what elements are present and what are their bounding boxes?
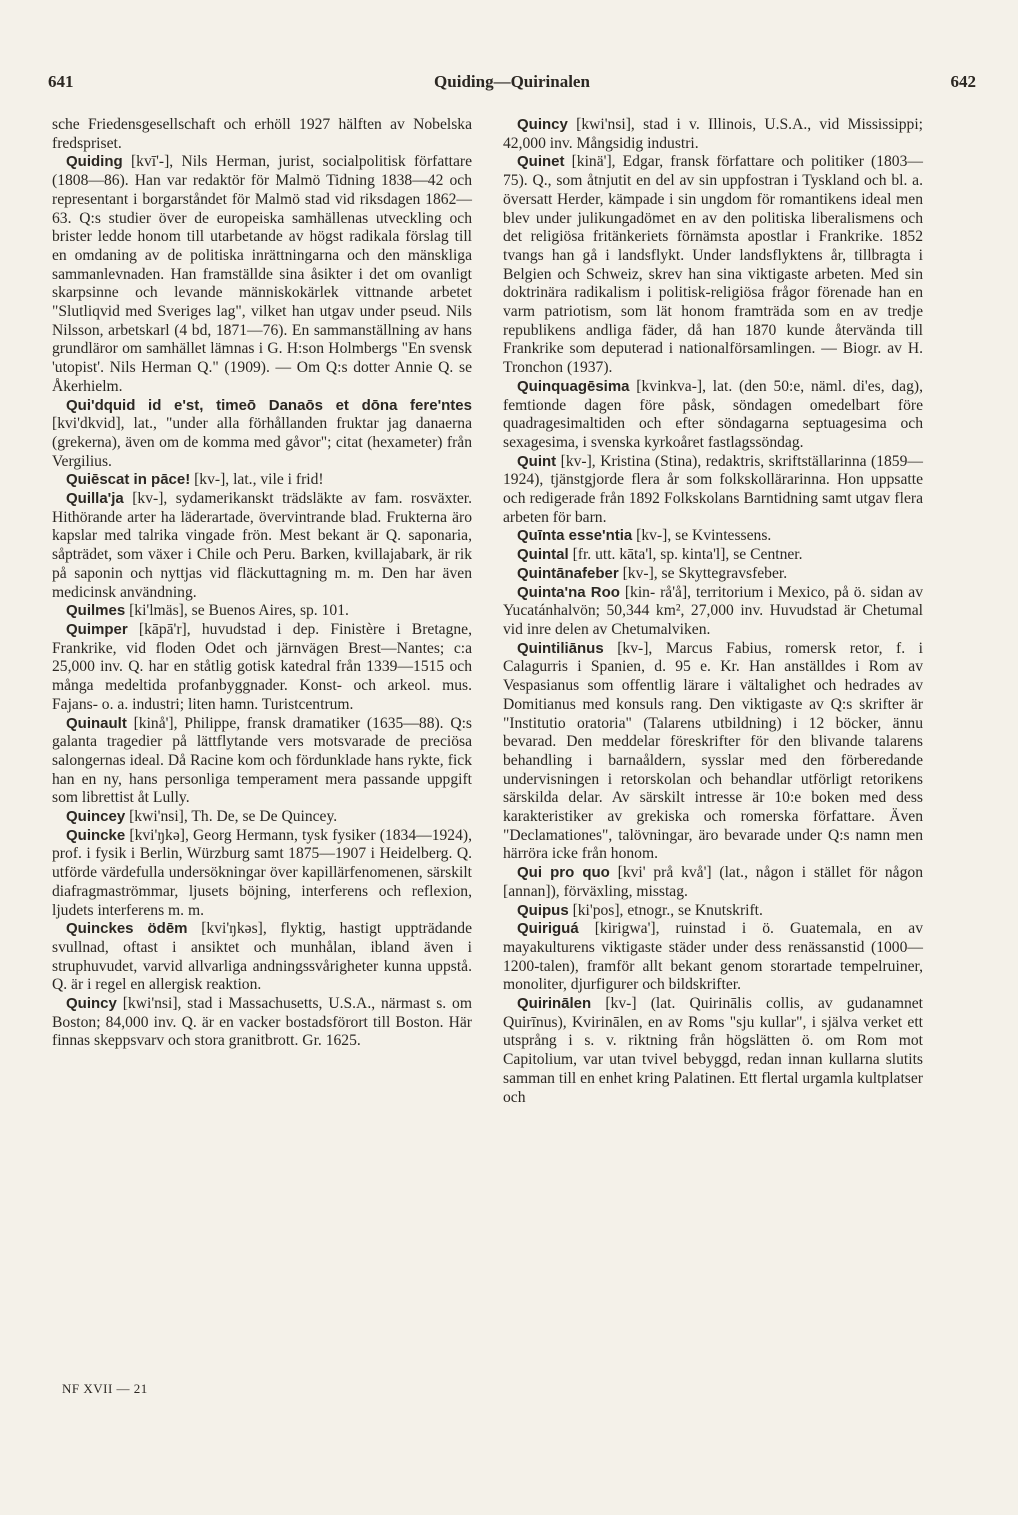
entry-quincy-illinois <box>503 116 923 153</box>
headword: Quirinālen <box>517 995 592 1013</box>
entry-quintanafeber <box>503 565 923 584</box>
entry-quirigua <box>503 920 923 995</box>
entry-quintal <box>503 546 923 565</box>
headword: Quincy <box>66 995 117 1013</box>
left-column <box>52 116 472 1051</box>
entry-quirinalen <box>503 995 923 1107</box>
entry-text: [kvi' prå kvå'] (lat., någon i stället för någon [annan]), förväxling, misstag. <box>503 864 923 900</box>
entry-quinquagesima <box>503 378 923 453</box>
entry-quiescat <box>52 471 472 490</box>
entry-text: [kwi'nsi], Th. De, se De Quincey. <box>125 808 338 826</box>
entry-text: [kv-], lat., vile i frid! <box>190 471 324 489</box>
entry-quipus <box>503 902 923 921</box>
page-header <box>48 72 976 98</box>
entry-text: [kv-], sydamerikanskt trädsläkte av fam. rosväxter. Hithörande arter ha läderartade, övervintrande blad. Frukterna äro kapslar med talrika vingade frön. Mest bekant är Q. saponaria, såpträdet, som växer i Chile och Peru. Barken, kvillajabark, är rik på saponin och nyttjas vid fläckuttagning m. m. Den har även medicinsk användning. <box>52 490 472 601</box>
entry-text: [kv-], se Kvintessens. <box>632 527 772 545</box>
headword: Quinquagēsima <box>517 377 630 395</box>
entry-text: [kirigwa'], ruinstad i ö. Guatemala, en av mayakulturens viktigaste städer under dess renässanstid (1000—1200-talen), framför allt bekant genom storartade tempelruiner, monoliter, djurfigurer och bildskrifter. <box>503 920 923 994</box>
headword: Quiēscat in pāce! <box>66 471 191 489</box>
entry-quincy-massachusetts <box>52 995 472 1051</box>
entry-quinta-essentia <box>503 527 923 546</box>
headword: Quilla'ja <box>66 490 124 508</box>
entry-quidquid <box>52 397 472 472</box>
headword: Quiriguá <box>517 920 579 938</box>
entry-quiding <box>52 153 472 396</box>
entry-text: [kinå'], Philippe, fransk dramatiker (1635—88). Q:s galanta tragedier på lättflytande vers motsvarade de preciösa salongernas ideal. Då Racine kom och fördunklade hans rykte, fick han en ny, hans personliga temperament mera passande uppgift som librettist åt Lully. <box>52 714 472 807</box>
headword: Quinet <box>517 153 565 171</box>
headword: Quint <box>517 452 557 470</box>
entry-quinckes-odem <box>52 920 472 995</box>
entry-text: [fr. utt. kāta'l, sp. kinta'l], se Centner. <box>568 546 803 564</box>
entry-quilmes <box>52 602 472 621</box>
entry-text: [kvi'dkvid], lat., "under alla förhållanden fruktar jag danaerna (grekerna), även om de komma med gåvor"; citat (hexameter) från Vergilius. <box>52 415 472 470</box>
right-column <box>503 116 923 1107</box>
entry-quimper <box>52 621 472 715</box>
page-number-left: 641 <box>48 72 74 91</box>
headword: Qui pro quo <box>517 864 610 882</box>
headword: Quilmes <box>66 602 126 620</box>
entry-quincke <box>52 827 472 921</box>
entry-quinault <box>52 715 472 809</box>
headword: Quintal <box>517 546 569 564</box>
entry-quinet <box>503 153 923 377</box>
entry-text: [kv-], Marcus Fabius, romersk retor, f. i Calagurris i Spanien, d. 95 e. Kr. Han anställdes i Rom av Vespasianus som offentlig lärare i vältalighet och hedrades av Domitianus med konsuls rang. Den viktigaste av Q:s skrifter är "Institutio oratoria" (Talarens utbildning) i 12 böcker, ännu bevarad. Den meddelar föreskrifter för den blivande talarens behandling i barnaåldern, sysslar med den förberedande undervisningen i retorskolan och behandlar utförligt retorikens särskilda delar. Av särskilt intresse är 10:e boken med dess karakteristiker av grekiska och romerska författare. Även "Declamationes", talövningar, äro bevarade under Q:s namn men härröra icke från honom. <box>503 639 923 863</box>
entry-text: [kvinkva-], lat. (den 50:e, näml. di'es, dag), femtionde dagen före påsk, söndagen omedelbart före quadragesimaltiden och efter söndagarna septuagesima och sexagesima, i svenska kyrkoåret fastlagssöndag. <box>503 377 923 451</box>
headword: Quintānafeber <box>517 564 619 582</box>
headword: Quincy <box>517 116 568 133</box>
entry-text: [kinä'], Edgar, fransk författare och politiker (1803—75). Q., som åtnjutit en del av sin uppfostran i Tyskland och bl. a. översatt Herder, kämpade i sin ungdom för romantikens ideal men blev under julikungadömet en av den politiska liberalismens och det religiösa fritänkeriets förnämsta apostlar i Frankrike. 1852 tvangs han gå i landsflykt. Under landsflyktens år, tillbragta i Belgien och Schweiz, skrev han sina viktigaste arbeten. Med sin doktrinära radikalism i politisk-religiösa frågor förenade han en varm patriotism, som lät honom framträda som en av tredje republikens andliga fäder, då han 1870 kunde återvända till Frankrike som deputerad i nationalförsamlingen. — Biogr. av H. Tronchon (1937). <box>503 153 923 377</box>
entry-text: [kv-] (lat. Quirinālis collis, av gudanamnet Quirīnus), Kvirinālen, en av Roms "sju kullar", i själva verket ett utsprång i s. v. riktning från högslätten ö. om Rom mot Capitolium, var utan tvivel bebyggd, redan innan kullarna slutits samman till en enhet kring Palatinen. Ett flertal urgamla kultplatser och <box>503 995 923 1106</box>
signature-mark: NF XVII — 21 <box>62 1381 148 1396</box>
entry-quintilianus <box>503 640 923 864</box>
entry-quincey <box>52 808 472 827</box>
entry-text: [kvī'-], Nils Herman, jurist, socialpolitisk författare (1808—86). Han var redaktör för Malmö Tidning 1838—42 och representant i borgarståndet för Malmö stad vid riksdagen 1862—63. Q:s studier över de europeiska samhällenas utveckling och brister ledde honom till utarbetande av högst radikala förslag till en omdaning av de politiska inrättningarna och den mänskliga sammanlevnaden. Han framställde sina åsikter i det om ovanligt skarpsinne och levande människokärlek vittnande arbetet "Slutliqvid med Sveriges lag", vilket han utgav under pseud. Nils Nilsson, arbetskarl (4 bd, 1871—76). En sammanställning av hans grundläror om samhället lämnas i G. H:son Holmbergs "En svensk 'utopist'. Nils Herman Q." (1909). — Om Q:s dotter Annie Q. se Åkerhielm. <box>52 153 472 395</box>
entry-text: [kvi'ŋkəs], flyktig, hastigt uppträdande svullnad, oftast i ansiktet och munhålan, ibland även i struphuvudet, varvid allvarliga andningssvårigheter kunna uppstå. Q. är i regel en allergisk reaktion. <box>52 920 472 994</box>
headword: Quincey <box>66 808 126 826</box>
entry-text: [kv-], se Skyttegravsfeber. <box>618 564 788 582</box>
entry-text: sche Friedensgesellschaft och erhöll 1927 hälften av Nobelska fredspriset. <box>52 116 472 152</box>
entry-text: [kvi'ŋkə], Georg Hermann, tysk fysiker (1834—1924), prof. i fysik i Berlin, Würzburg samt 1875—1907 i Heidelberg. Q. utförde värdefulla undersökningar över kapillärfenomenen, särskilt diafragmaströmmar, ljusets böjning, interferens och reflexion, ljudets interferens m. m. <box>52 826 472 919</box>
headword: Quinckes ödēm <box>66 920 188 938</box>
headword: Quiding <box>66 153 123 171</box>
headword: Quinta'na Roo <box>517 583 620 601</box>
entry-text: [ki'pos], etnogr., se Knutskrift. <box>568 901 763 919</box>
entry-quint <box>503 453 923 528</box>
headword: Qui'dquid id e'st, timeō Danaōs et dōna fere'ntes <box>66 396 472 414</box>
page-number-right: 642 <box>950 72 976 91</box>
headword: Quinault <box>66 714 127 732</box>
entry-text: [kāpā'r], huvudstad i dep. Finistère i Bretagne, Frankrike, vid floden Odet och järnvägen Brest—Nantes; c:a 25,000 inv. Q. har en ståtlig gotisk katedral från 1339—1515 och många medeltida profanbyggnader. Konst- och arkeol. mus. Fajans- o. a. industri; liten hamn. Turistcentrum. <box>52 620 472 713</box>
entry-text: [kwi'nsi], stad i v. Illinois, U.S.A., vid Mississippi; 42,000 inv. Mångsidig industri. <box>503 116 923 152</box>
entry-continuation <box>52 116 472 153</box>
entry-quintana-roo <box>503 584 923 640</box>
headword: Quipus <box>517 901 569 919</box>
headword: Quimper <box>66 620 128 638</box>
entry-quillaja <box>52 490 472 602</box>
entry-qui-pro-quo <box>503 864 923 901</box>
entry-text: [kv-], Kristina (Stina), redaktris, skriftställarinna (1859—1924), tjänstgjorde flera år som folkskollärarinna. Hon uppsatte och redigerade från 1892 Folkskolans Barntidning samt utgav flera arbeten för barn. <box>503 452 923 526</box>
headword: Quīnta esse'ntia <box>517 527 633 545</box>
headword: Quintiliānus <box>517 639 604 657</box>
headword: Quincke <box>66 826 126 844</box>
running-head: Quiding—Quirinalen <box>434 72 590 91</box>
entry-text: [ki'lmäs], se Buenos Aires, sp. 101. <box>125 602 349 620</box>
entry-text: [kwi'nsi], stad i Massachusetts, U.S.A., närmast s. om Boston; 84,000 inv. Q. är en vacker bostadsförort till Boston. Här finnas skeppsvarv och stora granitbrott. Gr. 1625. <box>52 995 472 1050</box>
entry-text: [kin- rå'å], territorium i Mexico, på ö. sidan av Yucatánhalvön; 50,344 km², 27,000 inv. Huvudstad är Chetumal vid inre delen av Chetumalviken. <box>503 583 923 638</box>
